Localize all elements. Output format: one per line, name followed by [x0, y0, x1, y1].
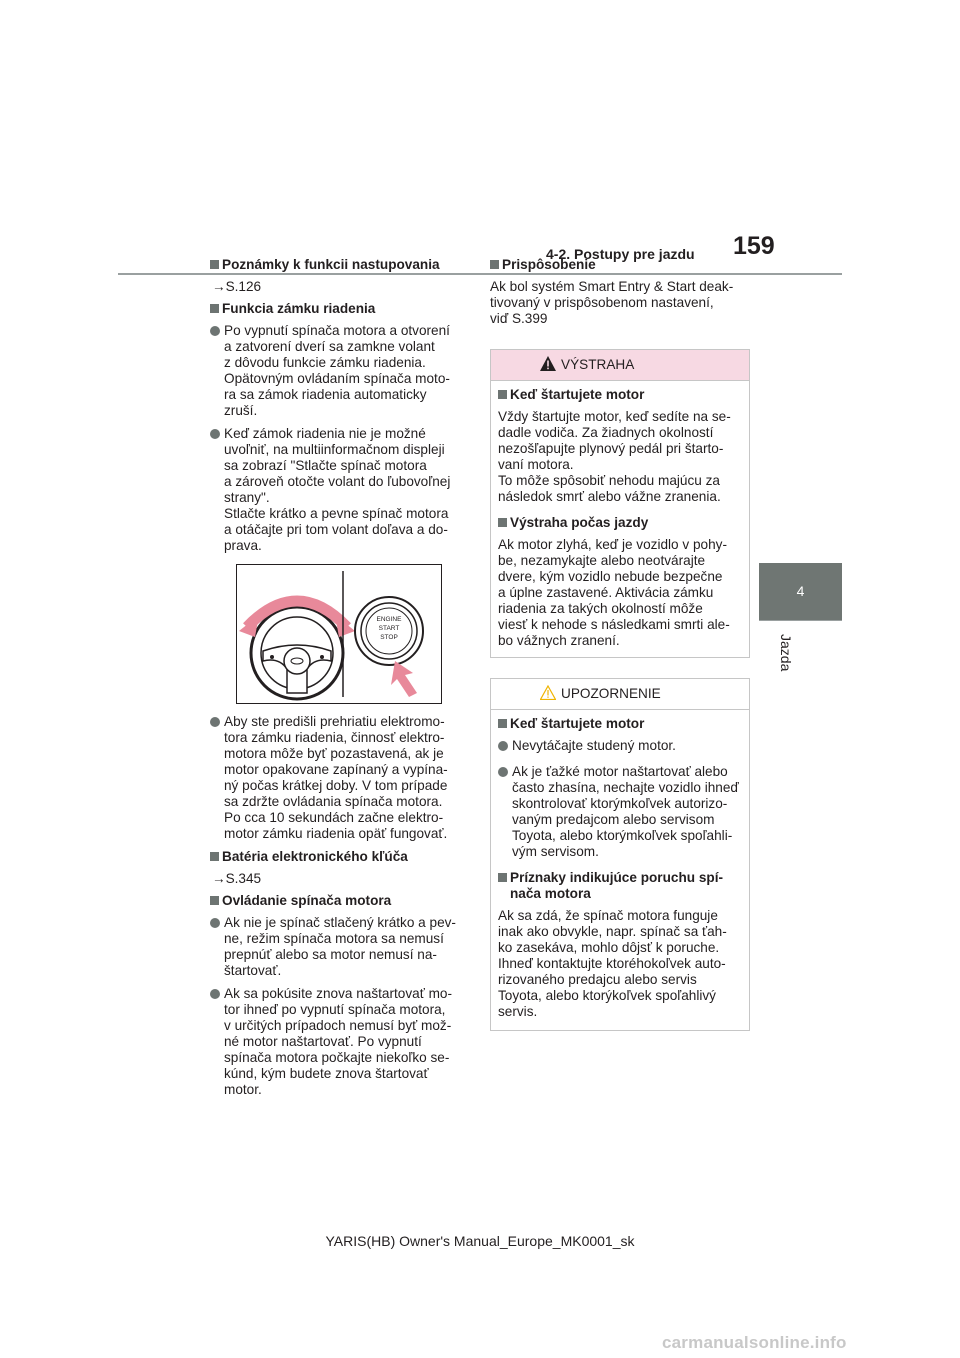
bullet-item: Po vypnutí spínača motora a otvorení a zatvorení dverí sa zamkne volant z dôvodu funkcie zámku riadenia. Opätovným ovládaním spínača moto- ra sa zámok riadenia automaticky zruší.: [210, 323, 474, 419]
bullet-item: Nevytáčajte studený motor.: [498, 738, 743, 754]
chapter-number: 4: [796, 583, 805, 599]
warning-box-header: [491, 350, 749, 381]
heading-marker-icon: [210, 304, 219, 313]
heading-notice-starting: Keď štartujete motor: [498, 716, 743, 732]
right-column: [490, 257, 752, 1051]
bullet-icon: [210, 326, 220, 336]
bullet-icon: [498, 767, 508, 777]
steering-wheel-icon: [251, 607, 343, 699]
steering-illustration: [236, 564, 442, 704]
chapter-tab: [759, 563, 842, 620]
heading-marker-icon: [210, 852, 219, 861]
bullet-icon: [210, 918, 220, 928]
heading-marker-icon: [498, 873, 507, 882]
bullet-icon: [210, 717, 220, 727]
warning-box: [490, 349, 750, 658]
notice-box: [490, 678, 750, 1031]
left-column: [210, 257, 474, 1105]
heading-notice-symptoms: Príznaky indikujúce poruchu spí- nača motora: [498, 870, 743, 902]
heading-customization: Prispôsobenie: [490, 257, 752, 273]
heading-warning-driving: Výstraha počas jazdy: [498, 515, 743, 531]
reference-link[interactable]: →S.126: [212, 279, 262, 294]
steering-wheel-diagram: [237, 565, 441, 703]
watermark: carmanualsonline.info: [662, 1333, 847, 1352]
heading-key-battery: Batéria elektronického kľúča: [210, 849, 474, 865]
press-arrow-icon: [391, 661, 417, 697]
heading-entry-notes: Poznámky k funkcii nastupovania: [210, 257, 474, 273]
button-label-stop: STOP: [380, 634, 398, 641]
notice-title: UPOZORNENIE: [561, 686, 661, 701]
bullet-item: Aby ste predišli prehriatiu elektromo- tora zámku riadenia, činnosť elektro- motora môže byť pozastavená, ak je motor opakovane zapínaný a vypína- ný počas krátkej doby. V tom prípade sa zdržte ovládania spínača motora. Po cca 10 sekundách začne elektro- motor zámku riadenia opäť fungovať.: [210, 714, 474, 842]
heading-marker-icon: [490, 260, 499, 269]
bullet-item: Ak je ťažké motor naštartovať alebo často zhasína, nechajte vozidlo ihneď skontrolovať ktorýmkoľvek autorizo- vaným predajcom alebo servisom Toyota, alebo ktorýmkoľvek spoľahli- vým servisom.: [498, 764, 743, 860]
document-footer: YARIS(HB) Owner's Manual_Europe_MK0001_sk: [325, 1233, 635, 1249]
engine-start-button-icon: [355, 597, 423, 665]
caution-triangle-icon: [540, 685, 556, 700]
heading-marker-icon: [498, 518, 507, 527]
heading-warning-starting: Keď štartujete motor: [498, 387, 743, 403]
warning-title: VÝSTRAHA: [561, 357, 635, 372]
notice-box-header: [491, 679, 749, 710]
heading-marker-icon: [498, 390, 507, 399]
bullet-icon: [210, 989, 220, 999]
bullet-item: Ak nie je spínač stlačený krátko a pev- ne, režim spínača motora sa nemusí prepnúť alebo sa motor nemusí na- štartovať.: [210, 915, 474, 979]
button-label-start: START: [378, 625, 400, 632]
heading-steering-lock: Funkcia zámku riadenia: [210, 301, 474, 317]
page-number: 159: [733, 232, 775, 260]
paragraph: Vždy štartujte motor, keď sedíte na se- dadle vodiča. Za žiadnych okolností nezošľapujte plynový pedál pri štarto- vaní motora. To môže spôsobiť nehodu majúcu za následok smrť alebo vážne zranenia.: [498, 409, 731, 504]
bullet-icon: [210, 429, 220, 439]
button-label-engine: ENGINE: [376, 616, 402, 623]
paragraph: Ak motor zlyhá, keď je vozidlo v pohy- be, nezamykajte alebo neotvárajte dvere, kým vozidlo nebude bezpečne a úplne zastavené. Aktivácia zámku riadenia za takých okolností môže viesť k nehode s následkami smrti ale- bo vážnych zranení.: [498, 537, 730, 648]
side-divider: [759, 620, 842, 621]
heading-marker-icon: [210, 896, 219, 905]
bullet-item: Keď zámok riadenia nie je možné uvoľniť, na multiinformačnom displeji sa zobrazí "Stlačte spínač motora a zároveň otočte volant do ľubovoľnej strany". Stlačte krátko a pevne spínač motora a otáčajte pri tom volant doľava a do- prava.: [210, 426, 474, 554]
bullet-icon: [498, 741, 508, 751]
section-title: 4-2. Postupy pre jazdu: [546, 246, 695, 262]
heading-marker-icon: [210, 260, 219, 269]
paragraph: Ak bol systém Smart Entry & Start deak- tivovaný v prispôsobenom nastavení, viď S.399: [490, 279, 734, 326]
heading-engine-switch: Ovládanie spínača motora: [210, 893, 474, 909]
reference-link[interactable]: →S.345: [212, 871, 262, 886]
bullet-item: Ak sa pokúsite znova naštartovať mo- tor ihneď po vypnutí spínača motora, v určitých prípadoch nemusí byť mož- né motor naštartovať. Po vypnutí spínača motora počkajte niekoľko se- kúnd, kým budete znova štartovať motor.: [210, 986, 474, 1098]
paragraph: Ak sa zdá, že spínač motora funguje inak ako obvykle, napr. spínač sa ťah- ko zasekáva, mohlo dôjsť k poruche. Ihneď kontaktujte ktoréhokoľvek auto- rizovaného predajcu alebo servis Toyota, alebo ktorýkoľvek spoľahlivý servis.: [498, 908, 727, 1019]
heading-marker-icon: [498, 719, 507, 728]
warning-triangle-icon: [540, 356, 556, 371]
chapter-label: Jazda: [778, 634, 794, 672]
